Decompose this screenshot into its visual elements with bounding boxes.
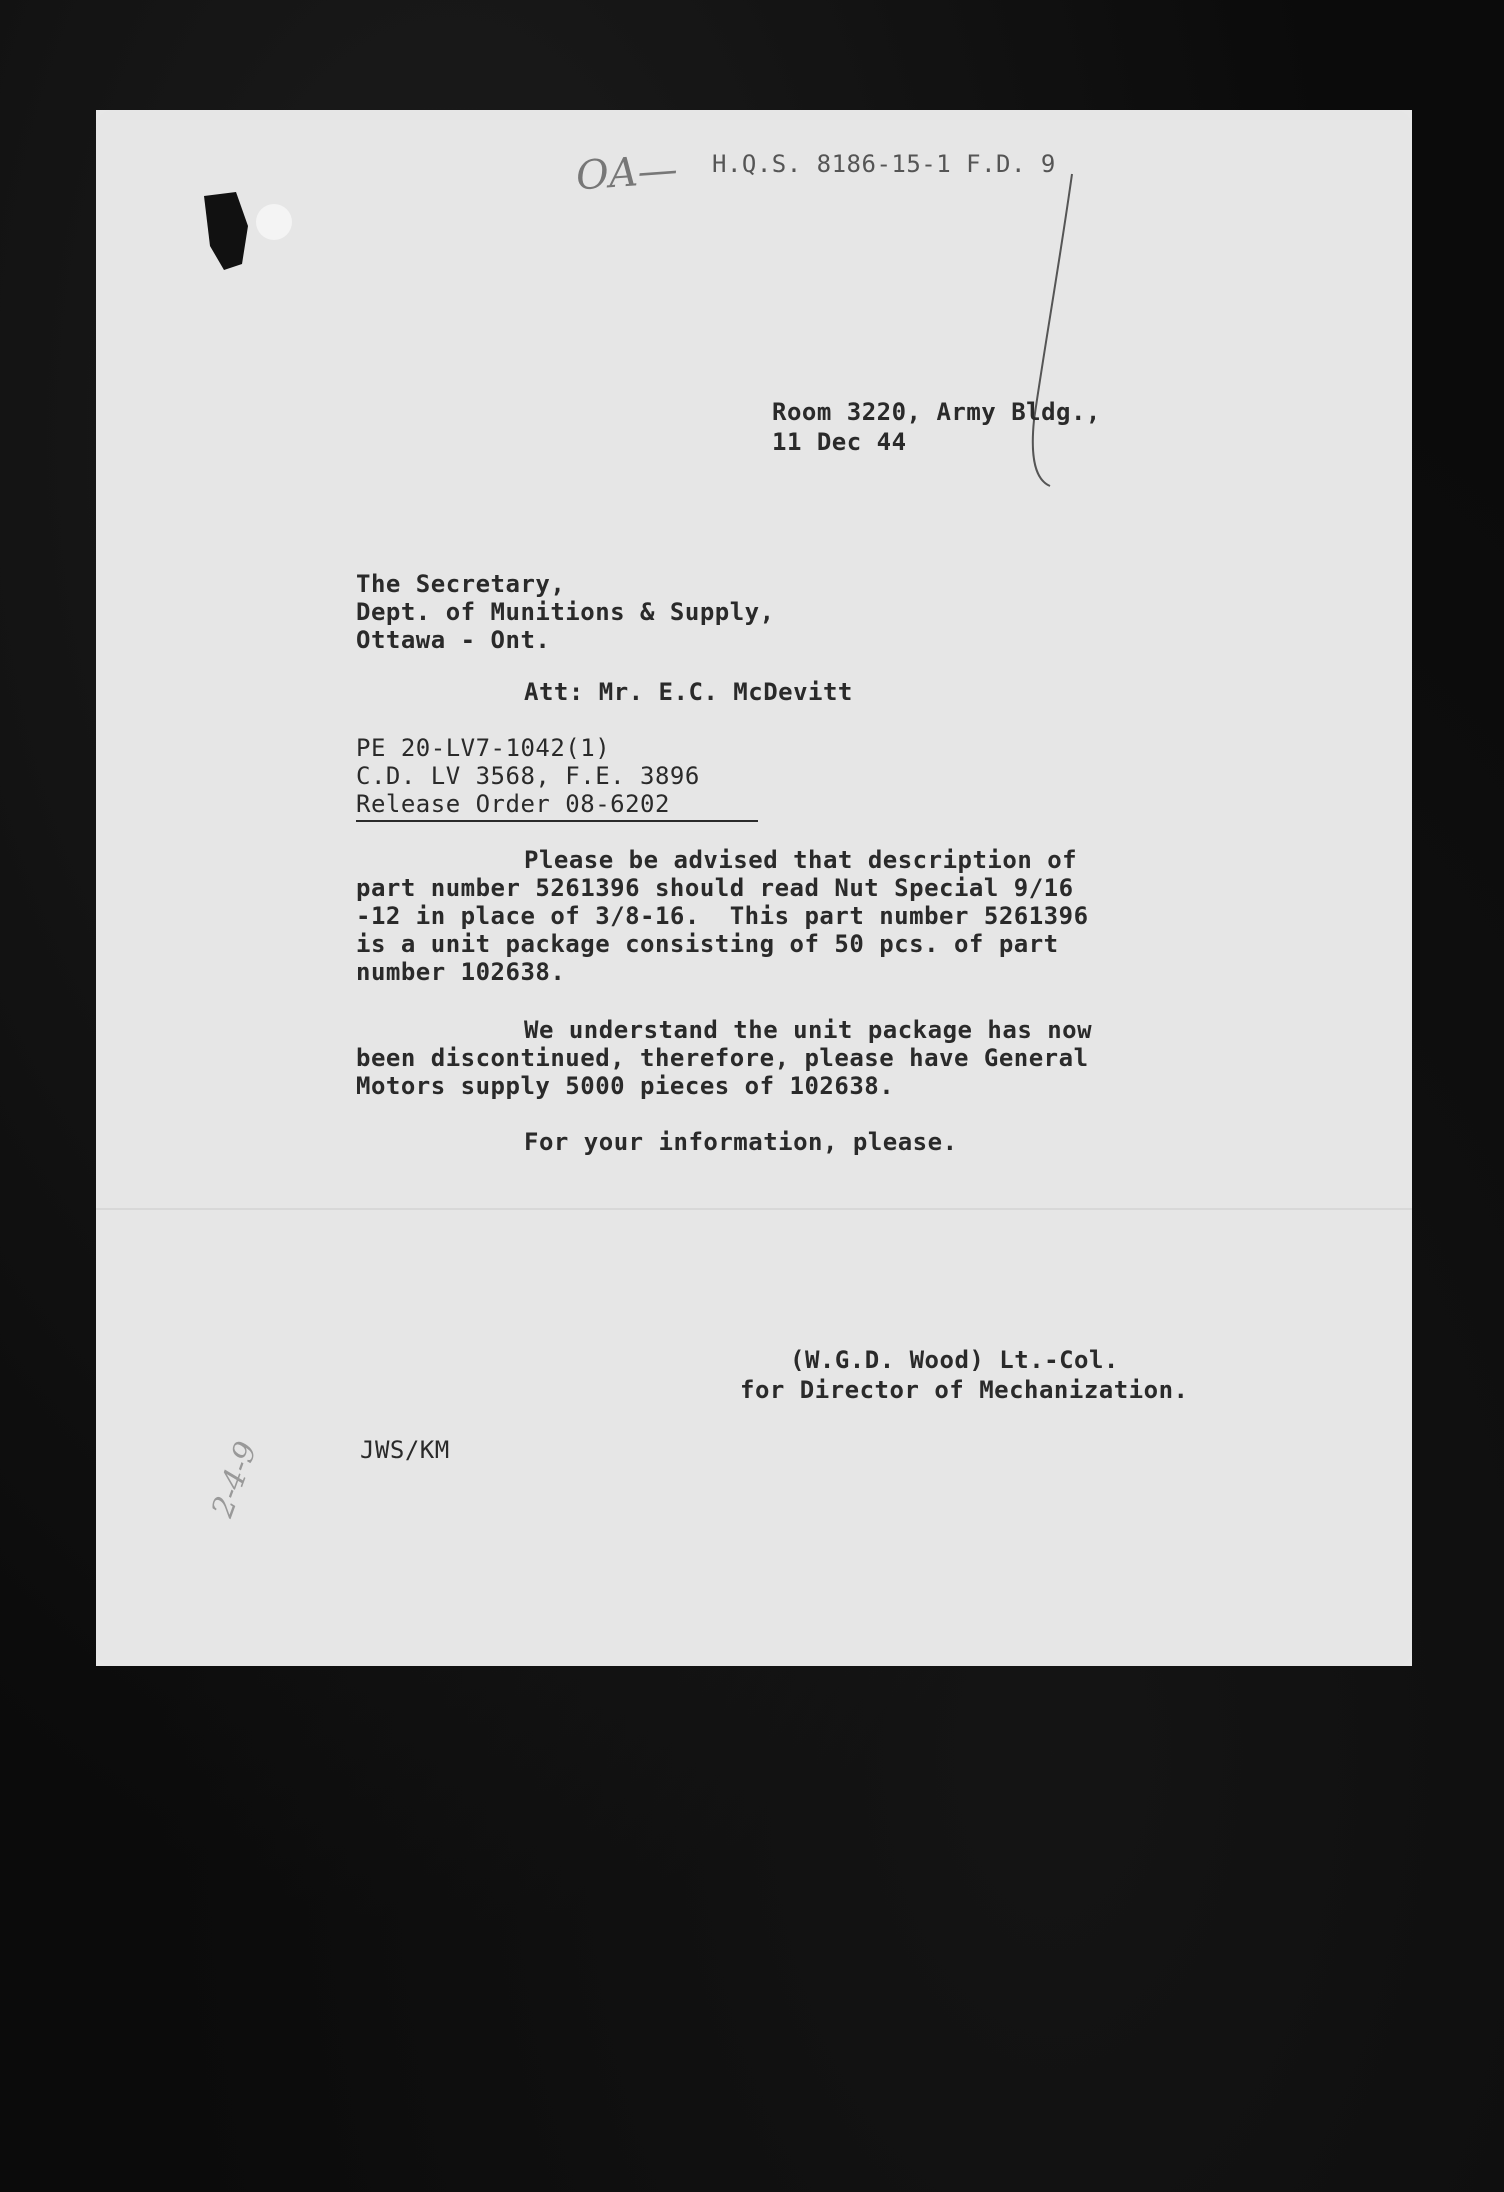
attention-line: Att: Mr. E.C. McDevitt <box>524 678 853 706</box>
body-para1-line4: is a unit package consisting of 50 pcs. of part <box>356 930 1059 958</box>
body-para2-line2: been discontinued, therefore, please have General <box>356 1044 1089 1072</box>
body-para1-line2: part number 5261396 should read Nut Special 9/16 <box>356 874 1074 902</box>
handwritten-file-prefix: OA— <box>574 146 680 200</box>
pen-stroke <box>1016 170 1076 490</box>
typist-initials: JWS/KM <box>360 1436 450 1464</box>
letter-date: 11 Dec 44 <box>772 428 907 456</box>
recipient-line-2: Dept. of Munitions & Supply, <box>356 598 775 626</box>
punch-hole-mark <box>196 186 306 286</box>
body-para2-line1: We understand the unit package has now <box>524 1016 1093 1044</box>
body-para1-line5: number 102638. <box>356 958 566 986</box>
file-reference: H.Q.S. 8186-15-1 F.D. 9 <box>712 150 1056 178</box>
sender-room: Room 3220, Army Bldg., <box>772 398 1101 426</box>
recipient-line-3: Ottawa - Ont. <box>356 626 551 654</box>
signature-name: (W.G.D. Wood) Lt.-Col. <box>790 1346 1119 1374</box>
signature-title: for Director of Mechanization. <box>740 1376 1189 1404</box>
reference-underline <box>356 820 758 822</box>
body-para2-line3: Motors supply 5000 pieces of 102638. <box>356 1072 895 1100</box>
reference-release-order: Release Order 08-6202 <box>356 790 670 818</box>
body-para3: For your information, please. <box>524 1128 958 1156</box>
handwritten-margin-note: 2-4-9 <box>205 1437 265 1522</box>
recipient-line-1: The Secretary, <box>356 570 566 598</box>
body-para1-line1: Please be advised that description of <box>524 846 1078 874</box>
reference-pe: PE 20-LV7-1042(1) <box>356 734 611 762</box>
reference-cd: C.D. LV 3568, F.E. 3896 <box>356 762 700 790</box>
body-para1-line3: -12 in place of 3/8-16. This part number 5261396 <box>356 902 1089 930</box>
